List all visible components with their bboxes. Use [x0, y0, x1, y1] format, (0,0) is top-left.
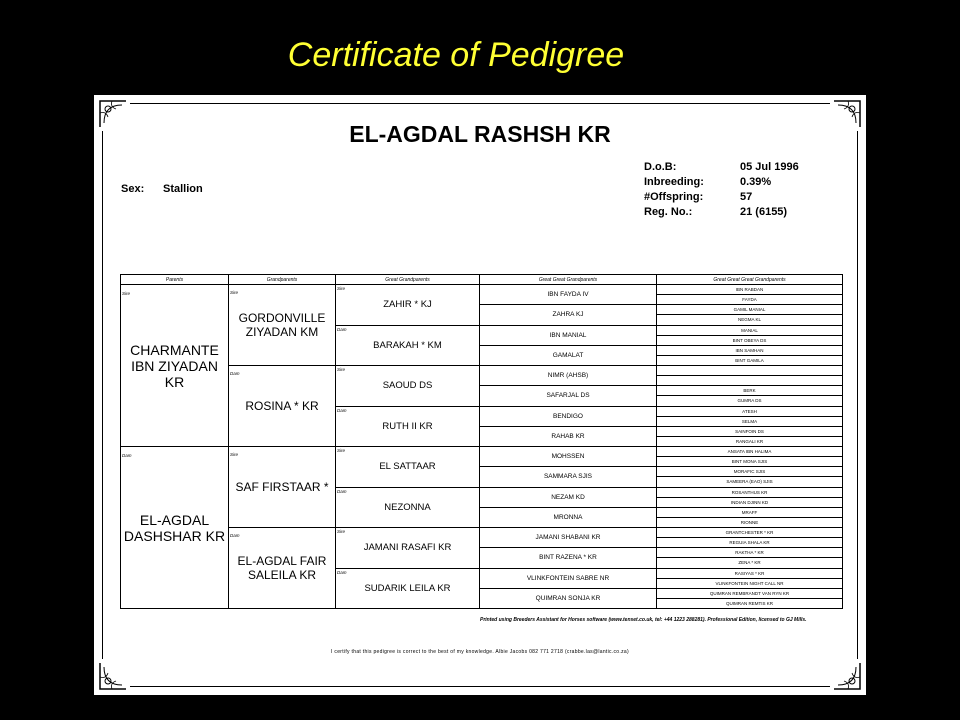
grandparent-cell	[228, 284, 336, 366]
gg-grandparent-cell	[479, 325, 657, 346]
gg-grandparent-cell	[479, 385, 657, 406]
ggg-grandparent-cell-name: VLINKFONTEIN NIGHT CALL NR	[715, 580, 784, 586]
ggg-grandparent-cell-name: MANIAL	[741, 327, 758, 333]
ggg-grandparent-cell-name: SELMA	[741, 418, 758, 424]
great-grandparent-cell-name: NEZONNA	[384, 501, 431, 513]
info-value: 0.39%	[740, 176, 772, 188]
great-grandparent-cell-name: SAOUD DS	[382, 380, 433, 392]
gg-grandparent-cell-name: IBN FAYDA IV	[547, 291, 589, 299]
gg-grandparent-cell	[479, 284, 657, 305]
grandparent-cell	[228, 446, 336, 528]
info-label: Inbreeding:	[644, 176, 704, 188]
border-line	[102, 131, 103, 659]
info-label: Reg. No.:	[644, 206, 693, 218]
ggg-grandparent-cell-name: RANGALI KR	[735, 438, 764, 444]
gg-grandparent-cell	[479, 446, 657, 467]
sex-field	[121, 183, 203, 195]
gg-grandparent-cell	[479, 507, 657, 528]
ggg-grandparent-cell-name: ZENA * KR	[738, 560, 761, 566]
info-row	[644, 190, 799, 205]
ggg-grandparent-cell-name: INDIAN DJINN KD	[730, 499, 769, 505]
parent-cell	[120, 284, 229, 447]
info-label: D.o.B:	[644, 161, 677, 173]
sire-tag: Sire	[337, 286, 346, 291]
column-header-name: Great Grandparents	[385, 276, 430, 283]
ggg-grandparent-cell-name: MRAFF	[741, 509, 758, 515]
great-grandparent-cell	[335, 284, 480, 326]
info-row	[644, 160, 799, 175]
sex-value: Stallion	[163, 183, 203, 195]
gg-grandparent-cell	[479, 426, 657, 447]
certification-statement: I certify that this pedigree is correct to the best of my knowledge. Albie Jacobs 082 771 2718 (crabbe.las@lantic.co.za)	[331, 649, 629, 655]
parent-cell	[120, 446, 229, 609]
dam-tag: Dam	[122, 453, 132, 458]
info-value: 57	[740, 191, 753, 203]
gg-grandparent-cell	[479, 345, 657, 366]
ggg-grandparent-cell-name: QUIMRAN REMTIS KR	[725, 600, 773, 606]
ggg-grandparent-cell-name: QUIMRAN REMBRANDT VAN RYN KR	[709, 590, 790, 596]
ggg-grandparent-cell-name: IBN RABDAN	[735, 287, 764, 293]
gg-grandparent-cell	[479, 588, 657, 609]
great-grandparent-cell-name: BARAKAH * KM	[373, 339, 442, 351]
great-grandparent-cell	[335, 406, 480, 448]
ggg-grandparent-cell-name: BINT GAMILA	[735, 357, 764, 363]
corner-ornament-icon	[98, 661, 128, 691]
info-row	[644, 205, 799, 220]
gg-grandparent-cell	[479, 466, 657, 487]
great-grandparent-cell	[335, 527, 480, 569]
info-label: #Offspring:	[644, 191, 704, 203]
column-header-name: Parents	[165, 276, 184, 283]
ggg-grandparent-cell-name: IBN SAMHAN	[735, 347, 764, 353]
great-grandparent-cell-name: JAMANI RASAFI KR	[363, 542, 452, 554]
gg-grandparent-cell-name: SAFARJAL DS	[546, 392, 590, 400]
software-footer: Printed using Breeders Assistant for Horses software (www.tenset.co.uk, tel: +44 1223 288281). Professional Edition, licensed to GJ Mills.	[480, 617, 807, 623]
dam-tag: Dam	[337, 326, 347, 332]
dam-tag: Dam	[230, 371, 240, 376]
info-row	[644, 175, 799, 190]
ggg-grandparent-cell-name: BINT MONA SJIS	[731, 459, 768, 465]
ggg-grandparent-cell-name: BINT OBEYA DS	[732, 337, 767, 343]
gg-grandparent-cell	[479, 304, 657, 325]
pedigree-certificate	[94, 95, 866, 695]
gg-grandparent-cell	[479, 527, 657, 548]
great-grandparent-cell-name: ZAHIR * KJ	[383, 299, 432, 311]
great-grandparent-cell-name: RUTH II KR	[382, 420, 433, 432]
ggg-grandparent-cell-name: MORAFIC SJIS	[733, 469, 766, 475]
grandparent-cell-name: ROSINA * KR	[245, 399, 319, 413]
ggg-grandparent-cell-name: GUMRA DS	[737, 398, 762, 404]
great-grandparent-cell	[335, 568, 480, 610]
column-header-name: Great Great Grandparents	[538, 276, 598, 283]
gg-grandparent-cell-name: ZAHRA KJ	[552, 311, 584, 319]
ggg-grandparent-cell-name: GAMIL MANIAL	[733, 307, 766, 313]
grandparent-cell-name: SAF FIRSTAAR *	[235, 480, 329, 494]
gg-grandparent-cell-name: NIMR (AHSB)	[547, 372, 589, 380]
great-grandparent-cell	[335, 325, 480, 367]
dam-tag: Dam	[230, 533, 240, 538]
great-grandparent-cell	[335, 446, 480, 488]
ggg-grandparent-cell-name: SAINFOIN DS	[735, 428, 764, 434]
ggg-grandparent-cell-name: BERK	[743, 388, 756, 394]
gg-grandparent-cell-name: QUIMRAN SONJA KR	[535, 594, 601, 602]
grandparent-cell-name: EL-AGDAL FAIR SALEILA KR	[237, 554, 327, 582]
parent-cell-name: EL-AGDAL DASHSHAR KR	[123, 511, 226, 544]
sire-tag: Sire	[230, 452, 239, 457]
column-header-name: Grandparents	[266, 276, 298, 283]
grandparent-cell	[228, 365, 336, 447]
gg-grandparent-cell-name: VLINKFONTEIN SABRE NR	[526, 574, 610, 582]
grandparent-cell	[228, 527, 336, 609]
sire-tag: Sire	[337, 448, 346, 453]
gg-grandparent-cell-name: MRONNA	[553, 513, 583, 521]
gg-grandparent-cell	[479, 547, 657, 568]
gg-grandparent-cell-name: SAMMARA SJIS	[543, 473, 593, 481]
sire-tag: Sire	[337, 367, 346, 372]
ggg-grandparent-cell-name: FAYDA	[742, 297, 757, 303]
gg-grandparent-cell-name: BINT RAZENA * KR	[539, 554, 597, 562]
column-header-name: Great Great Great Grandparents	[713, 276, 786, 283]
info-value: 05 Jul 1996	[740, 161, 799, 173]
dam-tag: Dam	[337, 407, 347, 413]
gg-grandparent-cell	[479, 568, 657, 589]
gg-grandparent-cell	[479, 487, 657, 508]
gg-grandparent-cell-name: GAMALAT	[552, 351, 584, 359]
sire-tag: Sire	[337, 529, 346, 534]
grandparent-cell-name: GORDONVILLE ZIYADAN KM	[238, 311, 326, 339]
parent-cell-name: CHARMANTE IBN ZIYADAN KR	[130, 341, 219, 390]
border-line	[130, 103, 830, 104]
horse-info	[644, 160, 799, 220]
dam-tag: Dam	[337, 569, 347, 575]
horse-name: EL-AGDAL RASHSH KR	[349, 121, 611, 147]
pedigree-table	[120, 274, 842, 608]
gg-grandparent-cell-name: BENDIGO	[553, 412, 583, 420]
ggg-grandparent-cell-name: ANSATA IBN HALIMA	[727, 449, 772, 455]
info-value: 21 (6155)	[740, 206, 788, 218]
slide-title: Certificate of Pedigree	[287, 36, 625, 74]
ggg-grandparent-cell-name: SAMEERA (EAO) SJIS	[726, 479, 773, 485]
gg-grandparent-cell	[479, 365, 657, 386]
dam-tag: Dam	[337, 488, 347, 494]
ggg-grandparent-cell	[656, 598, 843, 609]
sire-tag: Sire	[122, 291, 131, 296]
great-grandparent-cell	[335, 487, 480, 529]
gg-grandparent-cell-name: RAHAB KR	[551, 432, 585, 440]
ggg-grandparent-cell-name: RASIYAS * KR	[734, 570, 765, 576]
great-grandparent-cell-name: SUDARIK LEILA KR	[364, 582, 451, 594]
ggg-grandparent-cell-name: RIONNE	[740, 519, 759, 525]
gg-grandparent-cell	[479, 406, 657, 427]
ggg-grandparent-cell-name: ATESH	[742, 408, 757, 414]
gg-grandparent-cell-name: IBN MANIAL	[549, 331, 587, 339]
sire-tag: Sire	[230, 290, 239, 295]
gg-grandparent-cell-name: MOHSSEN	[551, 453, 585, 461]
great-grandparent-cell	[335, 365, 480, 407]
gg-grandparent-cell-name: NEZAM KD	[551, 493, 585, 501]
ggg-grandparent-cell-name: NEGMA KL	[737, 317, 761, 323]
corner-ornament-icon	[832, 661, 862, 691]
border-line	[130, 686, 830, 687]
sex-label: Sex:	[121, 183, 145, 195]
ggg-grandparent-cell-name: REGUIA SHALA KR	[729, 540, 770, 546]
ggg-grandparent-cell-name: GRANTCHESTER * KR	[725, 530, 774, 536]
gg-grandparent-cell-name: JAMANI SHABANI KR	[535, 534, 601, 542]
ggg-grandparent-cell-name: ROSANTHUS KR	[731, 489, 768, 495]
border-line	[857, 131, 858, 659]
great-grandparent-cell-name: EL SATTAAR	[379, 461, 436, 473]
ggg-grandparent-cell-name: RAKTHA * KR	[735, 550, 764, 556]
